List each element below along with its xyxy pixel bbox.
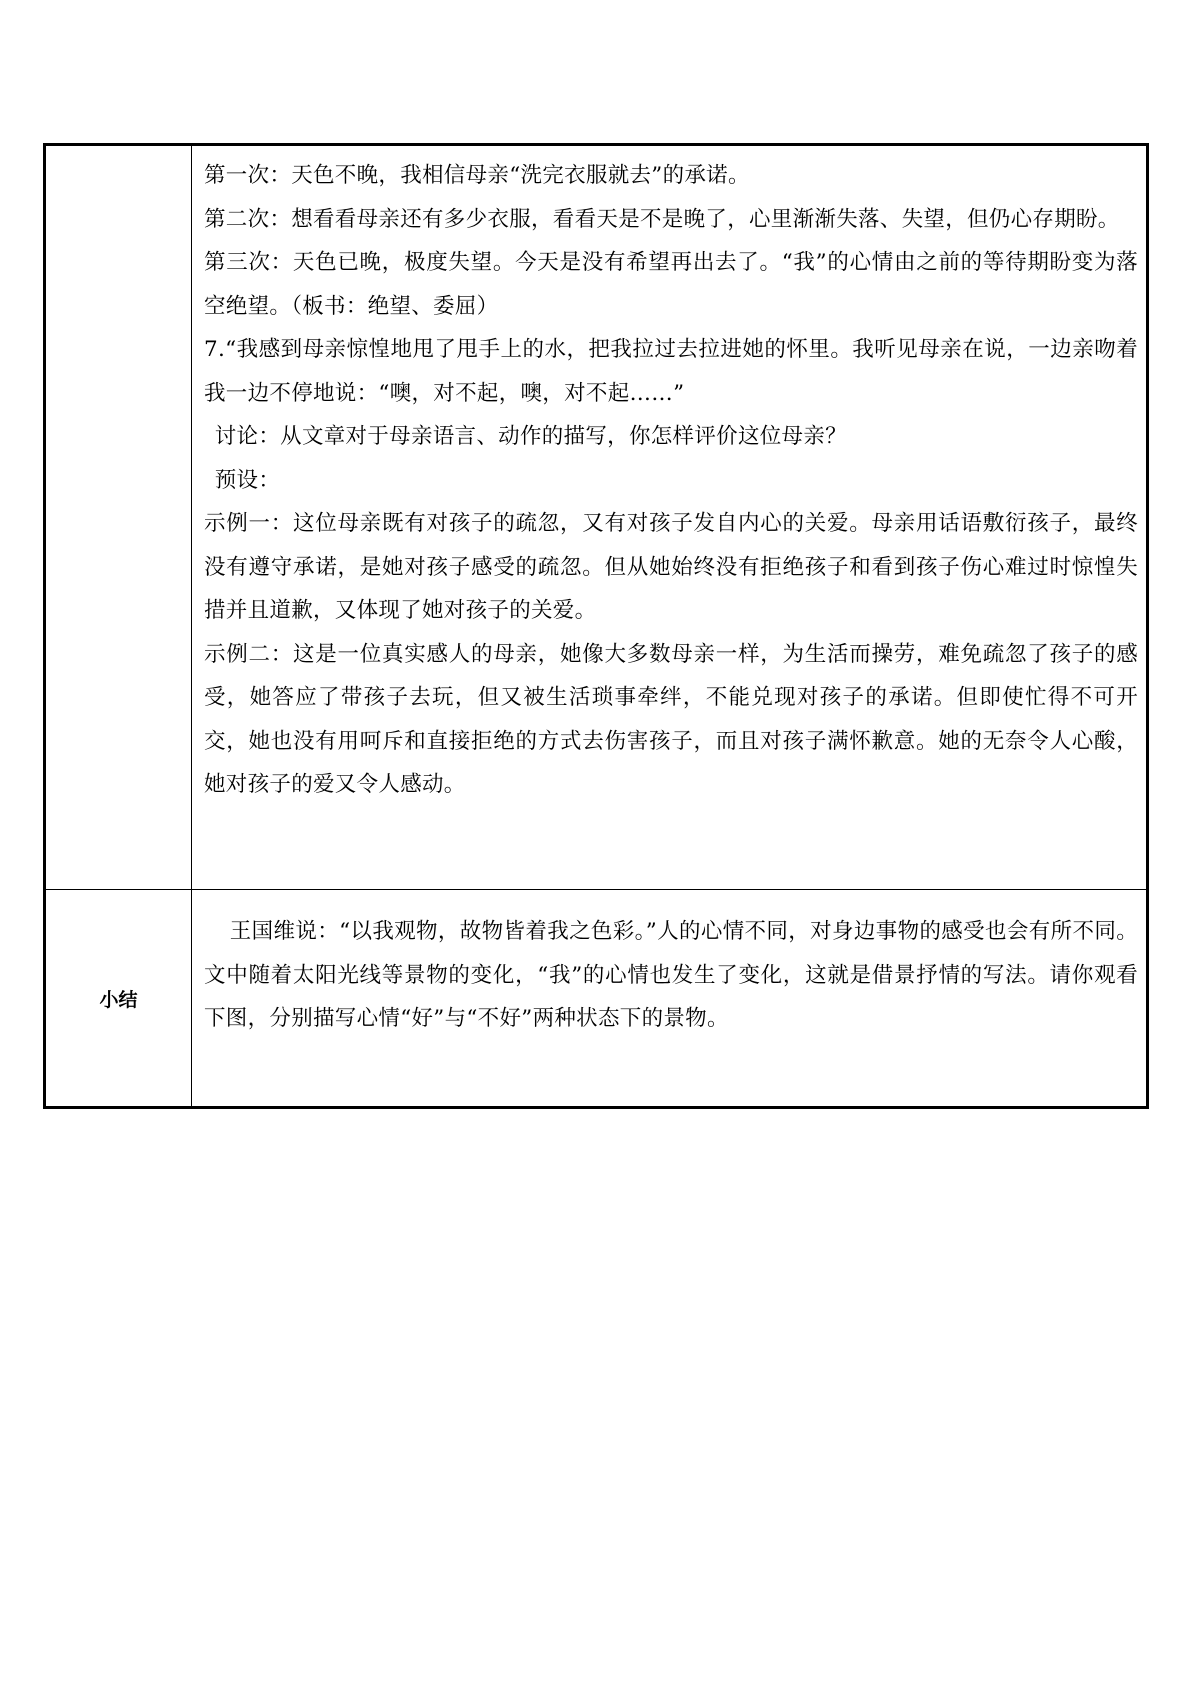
example-two: 示例二：这是一位真实感人的母亲，她像大多数母亲一样，为生活而操劳，难免疏忽了孩子的感受，她答应了带孩子去玩，但又被生活琐事牵绊，不能兑现对孩子的承诺。但即使忙得不可开交，她也没有用呵斥和直接拒绝的方式去伤害孩子，而且对孩子满怀歉意。她的无奈令人心酸，她对孩子的爱又令人感动。 <box>204 641 1138 797</box>
text-line-1: 第一次：天色不晚，我相信母亲“洗完衣服就去”的承诺。 <box>204 163 750 188</box>
summary-text: 王国维说：“以我观物，故物皆着我之色彩。”人的心情不同，对身边事物的感受也会有所不同。文中随着太阳光线等景物的变化，“我”的心情也发生了变化，这就是借景抒情的写法。请你观看下图，分别描写心情“好”与“不好”两种状态下的景物。 <box>204 919 1138 1031</box>
example-one: 示例一：这位母亲既有对孩子的疏忽，又有对孩子发自内心的关爱。母亲用话语敷衍孩子，最终没有遵守承诺，是她对孩子感受的疏忽。但从她始终没有拒绝孩子和看到孩子伤心难过时惊惶失措并且道歉，又体现了她对孩子的关爱。 <box>204 511 1138 623</box>
preset-line: 预设： <box>214 467 281 493</box>
text-line-3: 第三次：天色已晚，极度失望。今天是没有希望再出去了。“我”的心情由之前的等待期盼变为落空绝望。（板书：绝望、委屈） <box>204 250 1138 319</box>
discussion-line: 讨论：从文章对于母亲语言、动作的描写，你怎样评价这位母亲？ <box>214 424 847 449</box>
lesson-table <box>43 143 1149 1109</box>
table-row <box>45 890 1148 1108</box>
summary-cell <box>192 890 1148 1108</box>
text-line-4: 7.“我感到母亲惊惶地甩了甩手上的水，把我拉过去拉进她的怀里。我听见母亲在说，一边亲吻着我一边不停地说：“噢，对不起，噢，对不起……” <box>204 337 1138 406</box>
row-label-empty <box>45 145 192 890</box>
summary-label: 小结 <box>45 890 192 1108</box>
table-row <box>45 145 1148 890</box>
content-cell <box>192 145 1148 890</box>
text-line-2: 第二次：想看看母亲还有多少衣服，看看天是不是晚了，心里渐渐失落、失望，但仍心存期盼。 <box>204 206 1120 232</box>
